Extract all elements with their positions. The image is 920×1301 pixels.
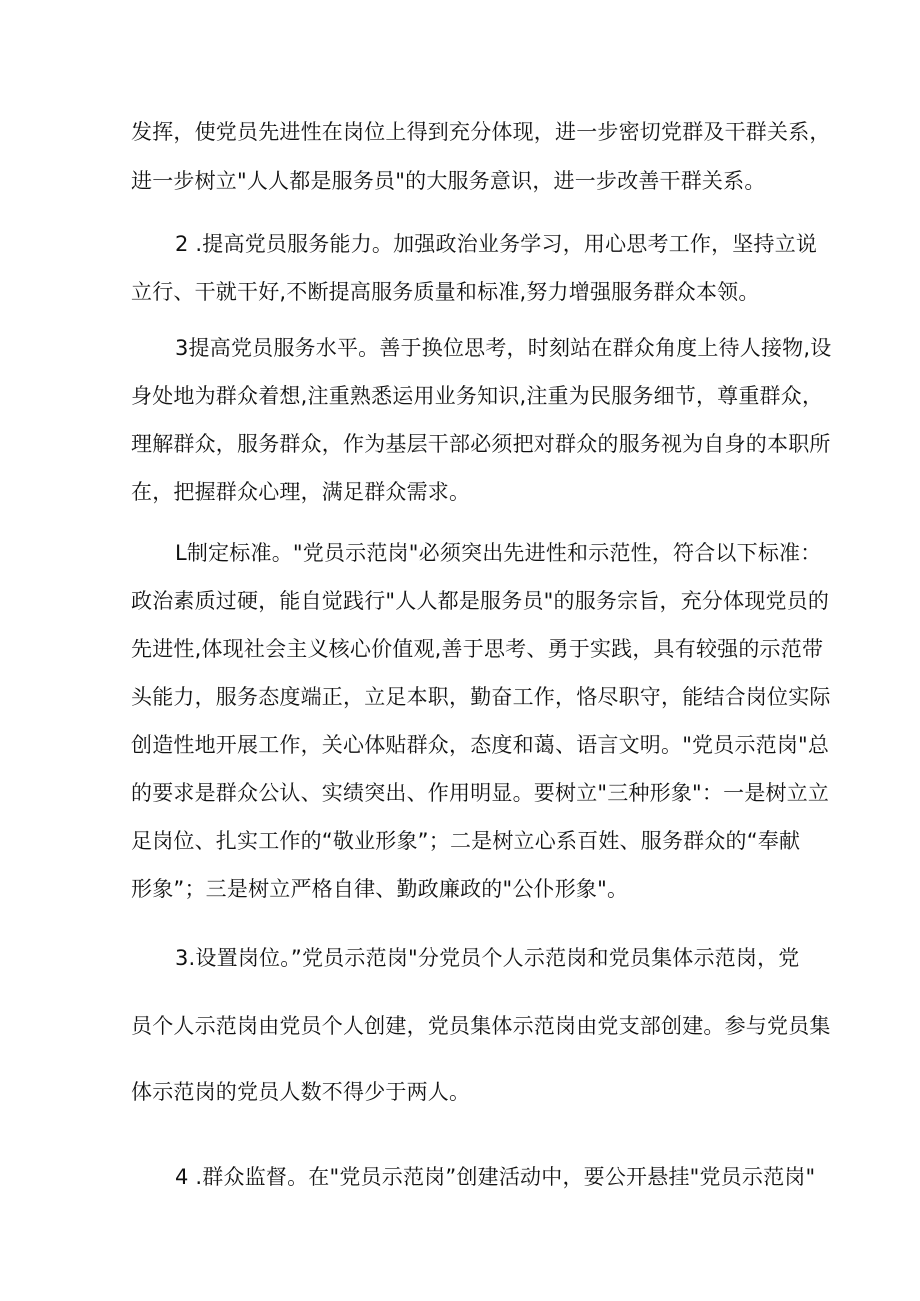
text-line: 形象”；三是树立严格自律、勤政廉政的"公仆形象"。 [131,877,629,901]
text-line: 3提高党员服务水平。善于换位思考，时刻站在群众角度上待人接物,设 [175,336,832,360]
text-line: 身处地为群众着想,注重熟悉运用业务知识,注重为民服务细节，尊重群众， [131,384,824,408]
text-line: 发挥，使党员先进性在岗位上得到充分体现，进一步密切党群及干群关系， [131,120,831,144]
text-line: 理解群众，服务群众，作为基层干部必须把对群众的服务视为自身的本职所 [131,432,831,456]
text-line: 2 .提高党员服务能力。加强政治业务学习，用心思考工作，坚持立说 [175,232,818,256]
text-line: 在，把握群众心理，满足群众需求。 [131,480,471,504]
text-line: 4 .群众监督。在"党员示范岗”创建活动中，要公开悬挂"党员示范岗" [175,1165,816,1189]
text-line: 员个人示范岗由党员个人创建，党员集体示范岗由党支部创建。参与党员集 [131,1014,831,1038]
text-line: L制定标准。"党员示范岗"必须突出先进性和示范性，符合以下标准： [175,541,822,565]
text-line: 3.设置岗位。”党员示范岗"分党员个人示范岗和党员集体示范岗，党 [175,946,800,970]
text-line: 立行、干就干好,不断提高服务质量和标准,努力增强服务群众本领。 [131,280,760,304]
text-line: 体示范岗的党员人数不得少于两人。 [131,1080,471,1104]
text-line: 进一步树立"人人都是服务员"的大服务意识，进一步改善干群关系。 [131,169,766,193]
text-line: 创造性地开展工作，关心体贴群众，态度和蔼、语言文明。"党员示范岗"总 [131,733,830,757]
text-line: 头能力，服务态度端正，立足本职，勤奋工作，恪尽职守，能结合岗位实际 [131,685,831,709]
text-line: 先进性,体现社会主义核心价值观,善于思考、勇于实践，具有较强的示范带 [131,637,824,661]
text-line: 政治素质过硬，能自觉践行"人人都是服务员"的服务宗旨，充分体现党员的 [131,589,830,613]
text-line: 足岗位、扎实工作的“敬业形象”；二是树立心系百姓、服务群众的“奉献 [131,829,801,853]
text-line: 的要求是群众公认、实绩突出、作用明显。要树立"三种形象"：一是树立立 [131,781,830,805]
